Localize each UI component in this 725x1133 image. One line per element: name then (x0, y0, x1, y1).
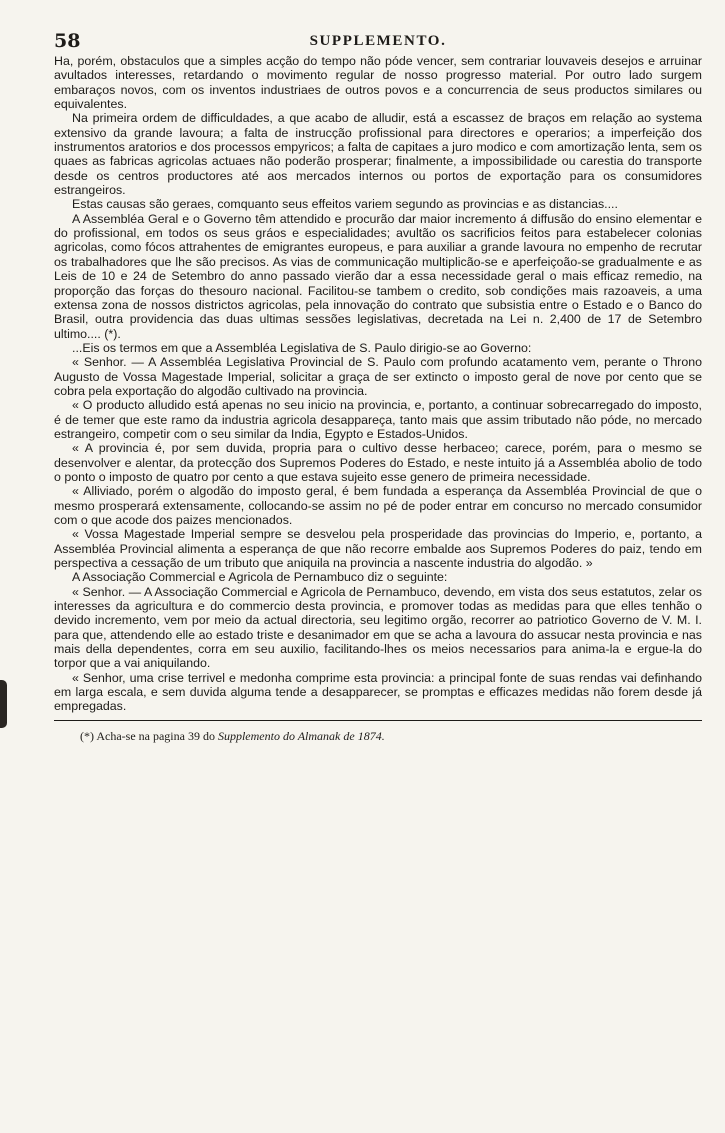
footnote-tail: de 1874. (343, 728, 385, 743)
footnote (54, 729, 702, 744)
paragraph: Na primeira ordem de difficuldades, a que acabo de alludir, está a escassez de braços em relação ao systema extensivo da grande lavoura; a falta de instrucção profissional para directores e operarios; a imperfeição dos instrumentos aratorios e dos processos empyricos; a falta de capitaes a juro modico e com amortização lenta, sem os quaes as fabricas agricolas actuaes não poderão prosperar; finalmente, a impossibilidade ou carestia do transporte desde os centros productores até aos mercados internos ou portos de exportação para os consumidores estrangeiros. (54, 111, 702, 198)
quoted-paragraph: « A provincia é, por sem duvida, propria para o cultivo desse herbaceo; carece, porém, para o mesmo se desenvolver e alentar, da protecção dos Supremos Poderes do Estado, e neste intuito já a Assembléa abolio de todo o ponto o imposto de quatro por cento a que estava sujeito esse genero de primeira necessidade. (54, 441, 702, 484)
footnote-divider (54, 720, 702, 721)
footnote-source: Supplemento do Almanak (217, 728, 341, 743)
quoted-paragraph: « Senhor, uma crise terrivel e medonha comprime esta provincia: a principal fonte de suas rendas vai definhando em larga escala, e sem duvida alguma tende a desapparecer, se promptas e efficazes medidas não forem desde já empregadas. (54, 670, 702, 714)
footnote-lead: (*) Acha-se na pagina 39 do (80, 728, 215, 743)
paragraph: A Assembléa Geral e o Governo têm attendido e procurão dar maior incremento á diffusão do ensino elementar e do profissional, em todos os seus gráos e especialidades; avultão os sacrificios feitos para estabelecer colonias agricolas, como fócos attrahentes de emigrantes europeus, e para auxiliar a grande lavoura no empenho de recrutar os trabalhadores que lhe são precisos. As vias de communicação multiplicão-se e aperfeiçoão-se gradualmente e as Leis de 10 e 24 de Setembro do anno passado vierão dar a essa necessidade geral o mais efficaz remedio, na proporção das forças do thesouro nacional. Facilitou-se tambem o credito, sob condições mais razoaveis, a uma extensa zona de nossos districtos agricolas, pela innovação do contrato que subsistia entre o Estado e o Banco do Brasil, outra providencia das duas ultimas sessões legislativas, decretada na Lei n. 2,400 de 17 de Setembro ultimo.... (*). (54, 211, 702, 341)
paragraph: Estas causas são geraes, comquanto seus effeitos variem segundo as provincias e as distancias.... (72, 197, 618, 212)
page (54, 30, 702, 744)
paragraph: Ha, porém, obstaculos que a simples acção do tempo não póde vencer, sem contrariar louvaveis desejos e arruinar avultados interesses, retardando o movimento regular de nosso progresso material. Por outro lado surgem embaraços novos, com os inventos industriaes de outros povos e a concurrencia de seus productos similares ou equivalentes. (54, 54, 702, 112)
binding-mark (0, 680, 7, 728)
body-text (54, 54, 702, 714)
quoted-paragraph: « Vossa Magestade Imperial sempre se desvelou pela prosperidade das provincias do Imperio, e, portanto, a Assembléa Provincial alimenta a esperança de que não recorre embalde aos Supremos Poderes do paiz, tendo em perspectiva a cessação de um tributo que aniquila na provincia a nascente industria do algodão. » (54, 527, 702, 571)
quoted-paragraph: « O producto alludido está apenas no seu inicio na provincia, e, portanto, a continuar sobrecarregado do imposto, é de temer que este ramo da industria agricola desappareça, tanto mais que assim tributado não póde, no mercado estrangeiro, competir com o seu similar da India, Egypto e Estados-Unidos. (54, 398, 702, 441)
paragraph: ...Eis os termos em que a Assembléa Legislativa de S. Paulo dirigio-se ao Governo: (72, 340, 532, 355)
paragraph: A Associação Commercial e Agricola de Pernambuco diz o seguinte: (72, 570, 448, 585)
running-title: SUPPLEMENTO. (309, 33, 447, 49)
quoted-paragraph: « Alliviado, porém o algodão do imposto geral, é bem fundada a esperança da Assembléa Provincial de que o mesmo prosperará extensamente, collocando-se assim no pé de poder entrar em concurso no mercado consumidor com o que acode dos paizes mencionados. (54, 484, 702, 527)
quoted-paragraph: « Senhor. — A Associação Commercial e Agricola de Pernambuco, devendo, em vista dos seus estatutos, zelar os interesses da agricultura e do commercio desta provincia, e promover todas as medidas para que elles tenhão o devido incremento, vem por meio da actual directoria, seu legitimo orgão, recorrer ao patriotico Governo de V. M. I. para que, attendendo elle ao estado triste e desanimador em que se acha a lavoura do assucar nesta provincia e nas mais della dependentes, corra em seu auxilio, facilitando-lhes os meios necessarios para anima-la e ergue-la do torpor que a vai aniquilando. (54, 584, 702, 671)
page-header (54, 30, 702, 52)
quoted-paragraph: « Senhor. — A Assembléa Legislativa Provincial de S. Paulo com profundo acatamento vem, perante o Throno Augusto de Vossa Magestade Imperial, solicitar a graça de ser extincto o imposto geral de nove por cento que se cobra pela exportação do algodão cultivado na provincia. (54, 355, 702, 398)
page-number: 58 (54, 30, 81, 52)
